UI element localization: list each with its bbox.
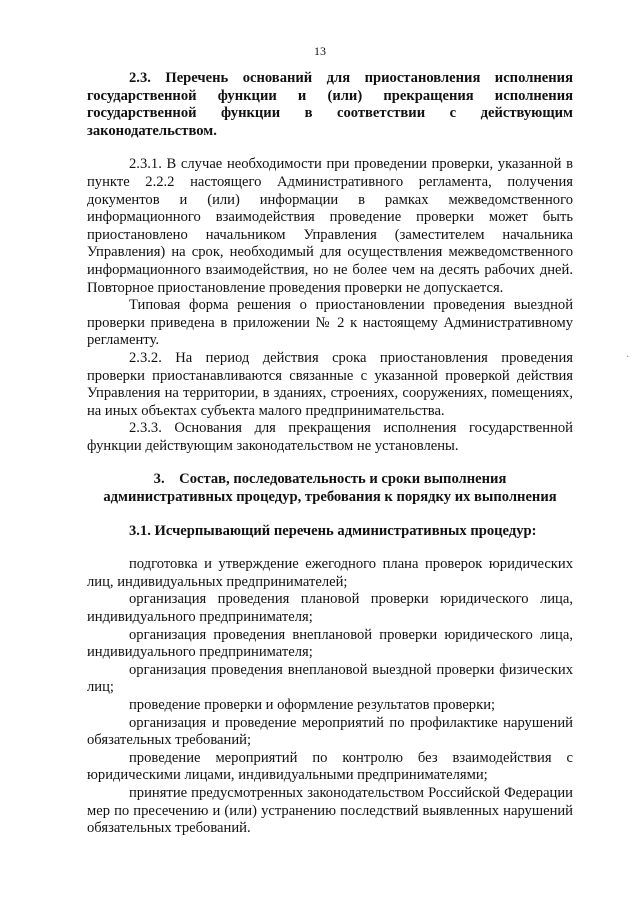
procedure-item: организация проведения плановой проверки юридического лица, индивидуального предпринимателя;	[87, 591, 573, 626]
procedure-item: организация проведения внеплановой проверки юридического лица, индивидуального предпринимателя;	[87, 626, 573, 661]
section-3-1-subheading: 3.1. Исчерпывающий перечень административных процедур:	[129, 522, 537, 539]
paragraph-2-3-3: 2.3.3. Основания для прекращения исполнения государственной функции действующим законодательством не установлены.	[87, 420, 573, 454]
scan-mark: ·	[626, 352, 630, 363]
paragraph-2-3-2: 2.3.2. На период действия срока приостановления проведения проверки приостанавливаются связанные с указанной проверкой действия Управления на территории, в зданиях, строениях, сооружениях, помещениях, на иных объектах субъекта малого предпринимательства.	[87, 349, 573, 419]
procedure-item: принятие предусмотренных законодательством Российской Федерации мер по пресечению и (или) устранению последствий выявленных нарушений обязательных требований.	[87, 784, 573, 837]
section-3-heading-line1: 3. Состав, последовательность и сроки выполнения	[153, 471, 507, 488]
page-content	[87, 70, 573, 838]
section-3-heading	[87, 471, 573, 506]
section-2-3-heading: 2.3. Перечень оснований для приостановления исполнения государственной функции и (или) прекращения исполнения государственной функции в соответствии с действующим законодательством.	[87, 70, 573, 139]
procedure-item: проведение проверки и оформление результатов проверки;	[129, 697, 496, 713]
procedure-item: проведение мероприятий по контролю без взаимодействия с юридическими лицами, индивидуальными предпринимателями;	[87, 749, 573, 784]
paragraph-typical-form: Типовая форма решения о приостановлении проведения выездной проверки приведена в приложении № 2 к настоящему Административному регламенту.	[87, 297, 573, 349]
paragraph-2-3-1: 2.3.1. В случае необходимости при проведении проверки, указанной в пункте 2.2.2 настоящего Административного регламента, получения документов и (или) информации в рамках межведомственного информационного взаимодействия проведение проверки может быть приостановлено начальником Управления (заместителем начальника Управления) на срок, необходимый для осуществления межведомственного информационного взаимодействия, но не более чем на десять рабочих дней. Повторное приостановление проведения проверки не допускается.	[87, 156, 573, 296]
procedure-item: организация и проведение мероприятий по профилактике нарушений обязательных требований;	[87, 714, 573, 749]
page-number: 13	[314, 44, 326, 58]
section-3-heading-line2: административных процедур, требования к порядку их выполнения	[103, 489, 557, 506]
procedure-item: подготовка и утверждение ежегодного плана проверок юридических лиц, индивидуальных предпринимателей;	[87, 556, 573, 590]
procedure-item: организация проведения внеплановой выездной проверки физических лиц;	[87, 661, 573, 696]
